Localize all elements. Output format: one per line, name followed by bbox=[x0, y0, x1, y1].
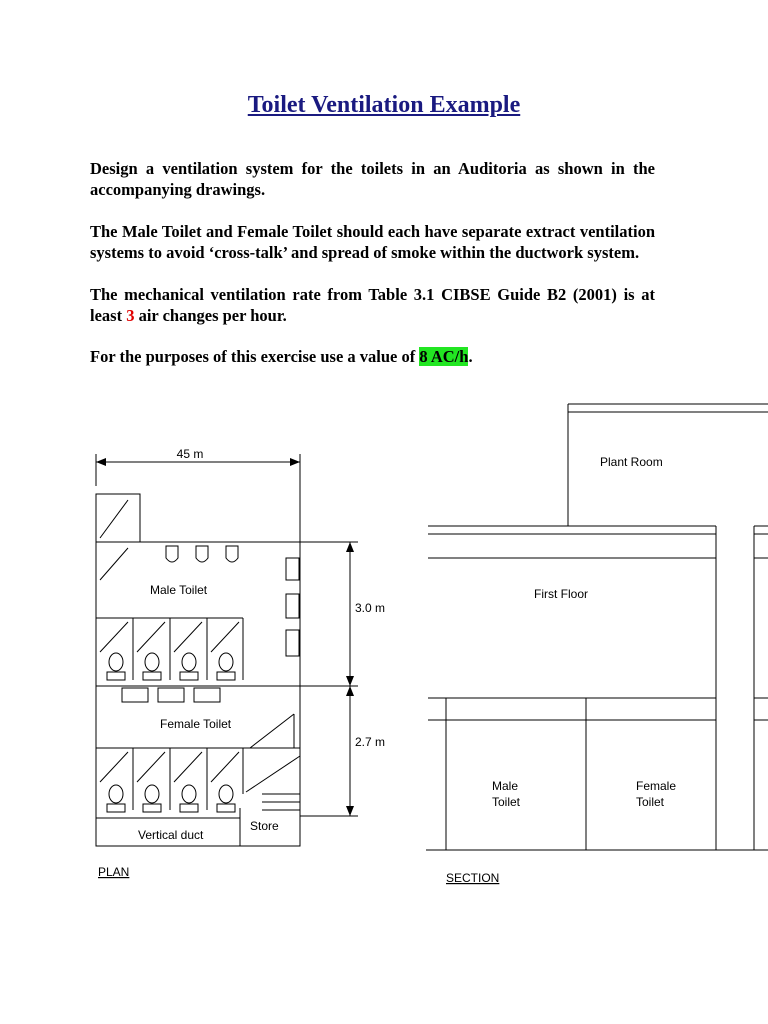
section-female-label-line2: Toilet bbox=[636, 795, 665, 809]
plan-male-basins bbox=[286, 558, 299, 656]
section-first-floor-label: First Floor bbox=[534, 587, 588, 601]
section-female-label-line1: Female bbox=[636, 779, 677, 793]
paragraph-ventilation-rate bbox=[90, 284, 655, 326]
rate-text-end: air changes per hour. bbox=[134, 306, 287, 325]
plan-entry-door bbox=[100, 500, 128, 538]
exercise-text-end: . bbox=[468, 347, 473, 366]
plan-vertical-duct-label: Vertical duct bbox=[138, 828, 204, 842]
section-plant-room-label: Plant Room bbox=[600, 455, 663, 469]
plan-lower-dimension-label: 2.7 m bbox=[355, 735, 386, 749]
plan-drawing bbox=[96, 447, 385, 879]
plan-male-toilet-label: Male Toilet bbox=[150, 583, 208, 597]
rate-text-start: The mechanical ventilation rate from Table 3.1 CIBSE Guide B2 (2001) is at least bbox=[90, 285, 655, 325]
plan-female-door bbox=[250, 714, 294, 748]
plan-store-label: Store bbox=[250, 819, 279, 833]
plan-upper-dimension-label: 3.0 m bbox=[355, 601, 386, 615]
section-caption: SECTION bbox=[446, 871, 500, 885]
plan-store-door bbox=[246, 756, 300, 810]
air-change-number: 3 bbox=[126, 306, 135, 325]
plan-female-basins bbox=[122, 688, 220, 702]
plan-male-door bbox=[100, 548, 128, 580]
plan-width-label: 45 m bbox=[176, 447, 204, 461]
paragraph-design-task: Design a ventilation system for the toilets in an Auditoria as shown in the accompanying drawings. bbox=[90, 159, 655, 199]
section-male-label-line2: Toilet bbox=[492, 795, 521, 809]
exercise-text-start: For the purposes of this exercise use a value of bbox=[90, 347, 420, 366]
plan-urinals bbox=[166, 546, 238, 562]
section-drawing bbox=[426, 404, 768, 885]
page-title: Toilet Ventilation Example bbox=[247, 92, 521, 118]
section-male-label-line1: Male bbox=[492, 779, 519, 793]
plan-vertical-dimensions bbox=[300, 542, 358, 816]
plan-width-arrow-right bbox=[290, 458, 300, 466]
exercise-ac-value: 8 AC/h bbox=[419, 347, 469, 366]
drawings bbox=[0, 390, 768, 910]
plan-width-arrow-left bbox=[96, 458, 106, 466]
paragraph-separate-systems: The Male Toilet and Female Toilet should each have separate extract ventilation systems to avoid ‘cross-talk’ and spread of smoke within the ductwork system. bbox=[90, 222, 655, 262]
plan-caption: PLAN bbox=[98, 865, 130, 879]
paragraph-exercise-value bbox=[90, 346, 655, 367]
plan-male-cubicles bbox=[96, 618, 243, 680]
plan-female-toilet-label: Female Toilet bbox=[160, 717, 232, 731]
